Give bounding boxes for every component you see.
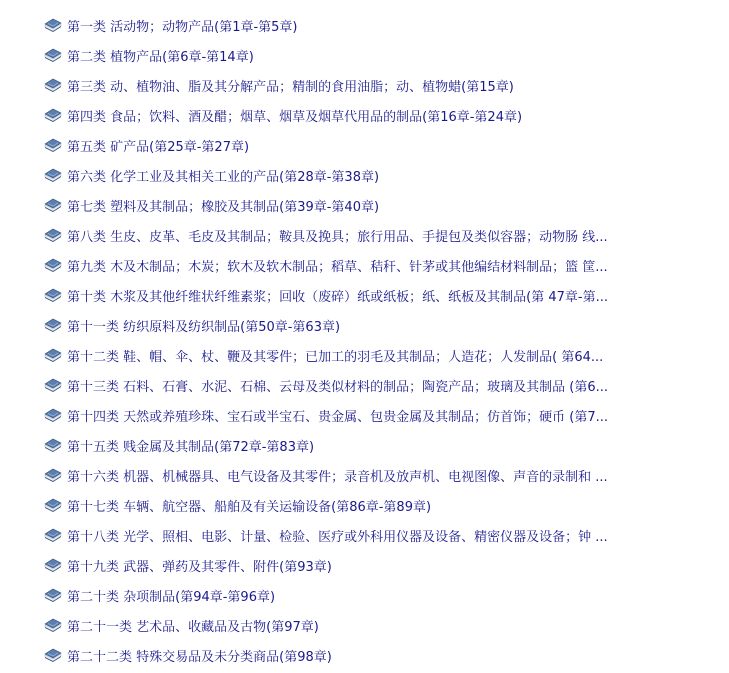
tree-item-22[interactable] [43,640,729,670]
book-icon [43,197,63,213]
tree-item-7[interactable] [43,190,729,220]
tree-item-19[interactable] [43,550,729,580]
tree-item-17[interactable] [43,490,729,520]
tree-item-label: 第五类 矿产品(第25章-第27章) [67,139,250,155]
tree-item-label: 第三类 动、植物油、脂及其分解产品；精制的食用油脂；动、植物蜡(第15章) [67,79,514,95]
book-icon [43,587,63,603]
tree-item-label: 第二类 植物产品(第6章-第14章) [67,49,254,65]
book-icon [43,557,63,573]
tree-item-label: 第十四类 天然或养殖珍珠、宝石或半宝石、贵金属、包贵金属及其制品；仿首饰；硬币 (第7... [67,409,609,425]
tree-item-1[interactable] [43,10,729,40]
book-icon [43,107,63,123]
book-icon [43,167,63,183]
book-icon [43,647,63,663]
tree-item-14[interactable] [43,400,729,430]
book-icon [43,47,63,63]
tree-item-label: 第十三类 石料、石膏、水泥、石棉、云母及类似材料的制品；陶瓷产品；玻璃及其制品 (第6... [67,379,609,395]
book-icon [43,437,63,453]
tree-item-label: 第六类 化学工业及其相关工业的产品(第28章-第38章) [67,169,380,185]
book-icon [43,467,63,483]
tree-item-2[interactable] [43,40,729,70]
book-icon [43,527,63,543]
book-icon [43,407,63,423]
tree-item-21[interactable] [43,610,729,640]
tree-item-label: 第七类 塑料及其制品；橡胶及其制品(第39章-第40章) [67,199,380,215]
tree-item-label: 第八类 生皮、皮革、毛皮及其制品；鞍具及挽具；旅行用品、手提包及类似容器；动物肠 线... [67,229,608,245]
tree-item-6[interactable] [43,160,729,190]
tree-item-8[interactable] [43,220,729,250]
tree-item-label: 第十二类 鞋、帽、伞、杖、鞭及其零件；已加工的羽毛及其制品；人造花；人发制品( 第64... [67,349,604,365]
book-icon [43,377,63,393]
tree-item-20[interactable] [43,580,729,610]
tree-item-3[interactable] [43,70,729,100]
tree-item-11[interactable] [43,310,729,340]
book-icon [43,617,63,633]
tree-item-4[interactable] [43,100,729,130]
tree-item-label: 第十五类 贱金属及其制品(第72章-第83章) [67,439,315,455]
book-icon [43,77,63,93]
tree-item-15[interactable] [43,430,729,460]
tree-item-label: 第十九类 武器、弹药及其零件、附件(第93章) [67,559,332,575]
book-icon [43,17,63,33]
tree-item-13[interactable] [43,370,729,400]
tree-item-label: 第九类 木及木制品；木炭；软木及软木制品；稻草、秸秆、针茅或其他编结材料制品；篮 筐... [67,259,608,275]
tree-item-label: 第一类 活动物；动物产品(第1章-第5章) [67,19,298,35]
book-icon [43,287,63,303]
tree-item-16[interactable] [43,460,729,490]
book-icon [43,347,63,363]
tree-item-label: 第四类 食品；饮料、酒及醋；烟草、烟草及烟草代用品的制品(第16章-第24章) [67,109,523,125]
tree-item-label: 第二十二类 特殊交易品及未分类商品(第98章) [67,649,332,665]
tree-item-10[interactable] [43,280,729,310]
tree-item-18[interactable] [43,520,729,550]
book-icon [43,137,63,153]
tree-item-label: 第十一类 纺织原料及纺织制品(第50章-第63章) [67,319,341,335]
tree-item-label: 第二十类 杂项制品(第94章-第96章) [67,589,276,605]
tree-item-label: 第十六类 机器、机械器具、电气设备及其零件；录音机及放声机、电视图像、声音的录制和 ... [67,469,608,485]
tree-item-9[interactable] [43,250,729,280]
book-icon [43,317,63,333]
tree-item-label: 第二十一类 艺术品、收藏品及古物(第97章) [67,619,319,635]
tree-item-label: 第十七类 车辆、航空器、船舶及有关运输设备(第86章-第89章) [67,499,432,515]
book-icon [43,227,63,243]
tree-item-label: 第十类 木浆及其他纤维状纤维素浆；回收（废碎）纸或纸板；纸、纸板及其制品(第 47章-第... [67,289,608,305]
book-icon [43,257,63,273]
tree-item-12[interactable] [43,340,729,370]
tree-item-label: 第十八类 光学、照相、电影、计量、检验、医疗或外科用仪器及设备、精密仪器及设备；钟 ... [67,529,608,545]
category-tree [43,10,729,670]
tree-item-5[interactable] [43,130,729,160]
book-icon [43,497,63,513]
